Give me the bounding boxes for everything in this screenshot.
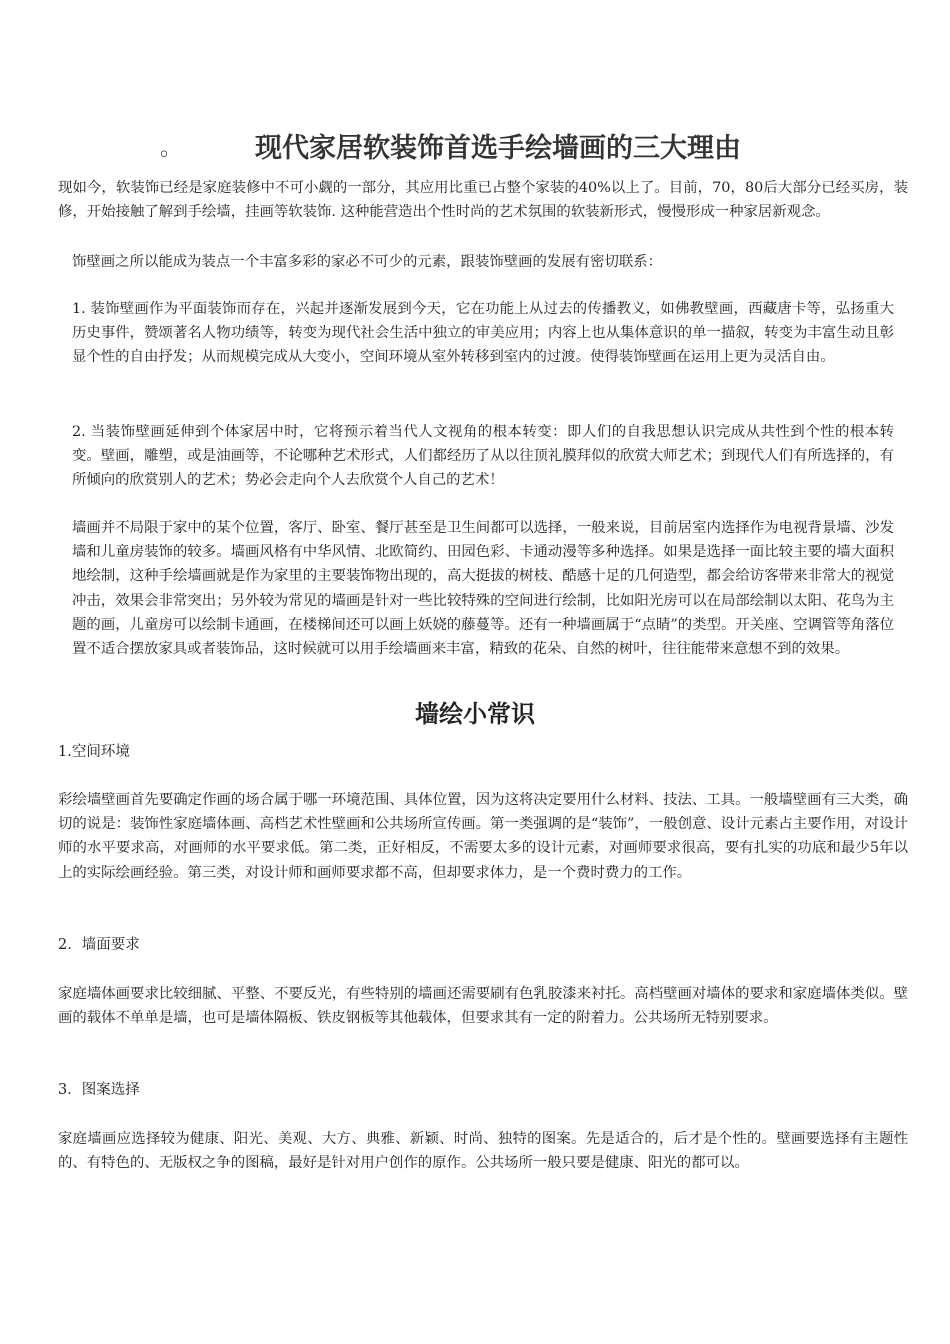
intro-paragraph: 现如今，软装饰已经是家庭装修中不可小觑的一部分，其应用比重已占整个家装的40%以上了。目前，70，80后大部分已经买房，装修，开始接触了解到手绘墙，挂画等软装饰. 这种能营造出个性时尚的艺术氛围的软装新形式，慢慢形成一种家居新观念。 (58, 180, 908, 221)
title-row (0, 128, 950, 172)
space-environment-paragraph: 彩绘墙壁画首先要确定作画的场合属于哪一环境范围、具体位置，因为这将决定要用什么材料、技法、工具。一般墙壁画有三大类，确切的说是：装饰性家庭墙体画、高档艺术性壁画和公共场所宣传画。第一类强调的是“装饰”，一般创意、设计元素占主要作用，对设计师的水平要求高，对画师的水平要求低。第二类，正好相反，不需要太多的设计元素，对画师要求很高，要有扎实的功底和最少5年以上的实际绘画经验。第三类，对设计师和画师要求都不高，但却要求体力，是一个费时费力的工作。 (58, 792, 908, 881)
point-1-paragraph: 1. 装饰壁画作为平面装饰而存在，兴起并逐渐发展到今天，它在功能上从过去的传播教义，如佛教壁画，西藏唐卡等，弘扬重大历史事件，赞颂著名人物功绩等，转变为现代社会生活中独立的审美应用；内容上也从集体意识的单一描叙，转变为丰富生动且彰显个性的自由抒发；从而规模完成从大变小，空间环境从室外转移到室内的过渡。使得装饰壁画在运用上更为灵活自由。 (72, 301, 894, 366)
intro-lead-paragraph: 饰壁画之所以能成为装点一个丰富多彩的家必不可少的元素，跟装饰壁画的发展有密切联系： (72, 254, 663, 270)
page-title: 现代家居软装饰首选手绘墙画的三大理由 (255, 133, 741, 164)
pattern-selection-paragraph: 家庭墙画应选择较为健康、阳光、美观、大方、典雅、新颖、时尚、独特的图案。先是适合的，后才是个性的。壁画要选择有主题性的、有特色的、无版权之争的图稿，最好是针对用户创作的原作。公共场所一般只要是健康、阳光的都可以。 (58, 1131, 908, 1172)
point-3-paragraph: 墙画并不局限于家中的某个位置，客厅、卧室、餐厅甚至是卫生间都可以选择，一般来说，目前居室内选择作为电视背景墙、沙发墙和儿童房装饰的较多。墙画风格有中华风情、北欧简约、田园色彩、卡通动漫等多种选择。如果是选择一面比较主要的墙大面积地绘制，这种手绘墙画就是作为家里的主要装饰物出现的，高大挺拔的树枝、酷感十足的几何造型，都会给访客带来非常大的视觉冲击，效果会非常突出；另外较为常见的墙画是针对一些比较特殊的空间进行绘制，比如阳光房可以在局部绘制以太阳、花鸟为主题的画，儿童房可以绘制卡通画，在楼梯间还可以画上妖娆的藤蔓等。还有一种墙画属于“点睛”的类型。开关座、空调管等角落位置不适合摆放家具或者装饰品，这时候就可以用手绘墙画来丰富，精致的花朵、自然的树叶，往往能带来意想不到的效果。 (72, 520, 894, 658)
subheading-wall-requirements: 2．墙面要求 (58, 937, 140, 953)
subheading-space-environment: 1.空间环境 (58, 744, 130, 760)
point-2-paragraph: 2. 当装饰壁画延伸到个体家居中时，它将预示着当代人文视角的根本转变：即人们的自我思想认识完成从共性到个性的根本转变。壁画，雕塑，或是油画等，不论哪种艺术形式，人们都经历了从以往顶礼膜拜似的欣赏大师艺术；到现代人们有所选择的，有所倾向的欣赏别人的艺术；势必会走向个人去欣赏个人自己的艺术！ (72, 424, 894, 489)
subheading-pattern-selection: 3．图案选择 (58, 1082, 140, 1098)
wall-requirements-paragraph: 家庭墙体画要求比较细腻、平整、不要反光，有些特别的墙画还需要刷有色乳胶漆来衬托。高档壁画对墙体的要求和家庭墙体类似。壁画的载体不单单是墙，也可是墙体隔板、铁皮钢板等其他载体，但要求其有一定的附着力。公共场所无特别要求。 (58, 986, 908, 1027)
title-bullet: 。 (160, 136, 183, 161)
section-title: 墙绘小常识 (415, 699, 535, 728)
